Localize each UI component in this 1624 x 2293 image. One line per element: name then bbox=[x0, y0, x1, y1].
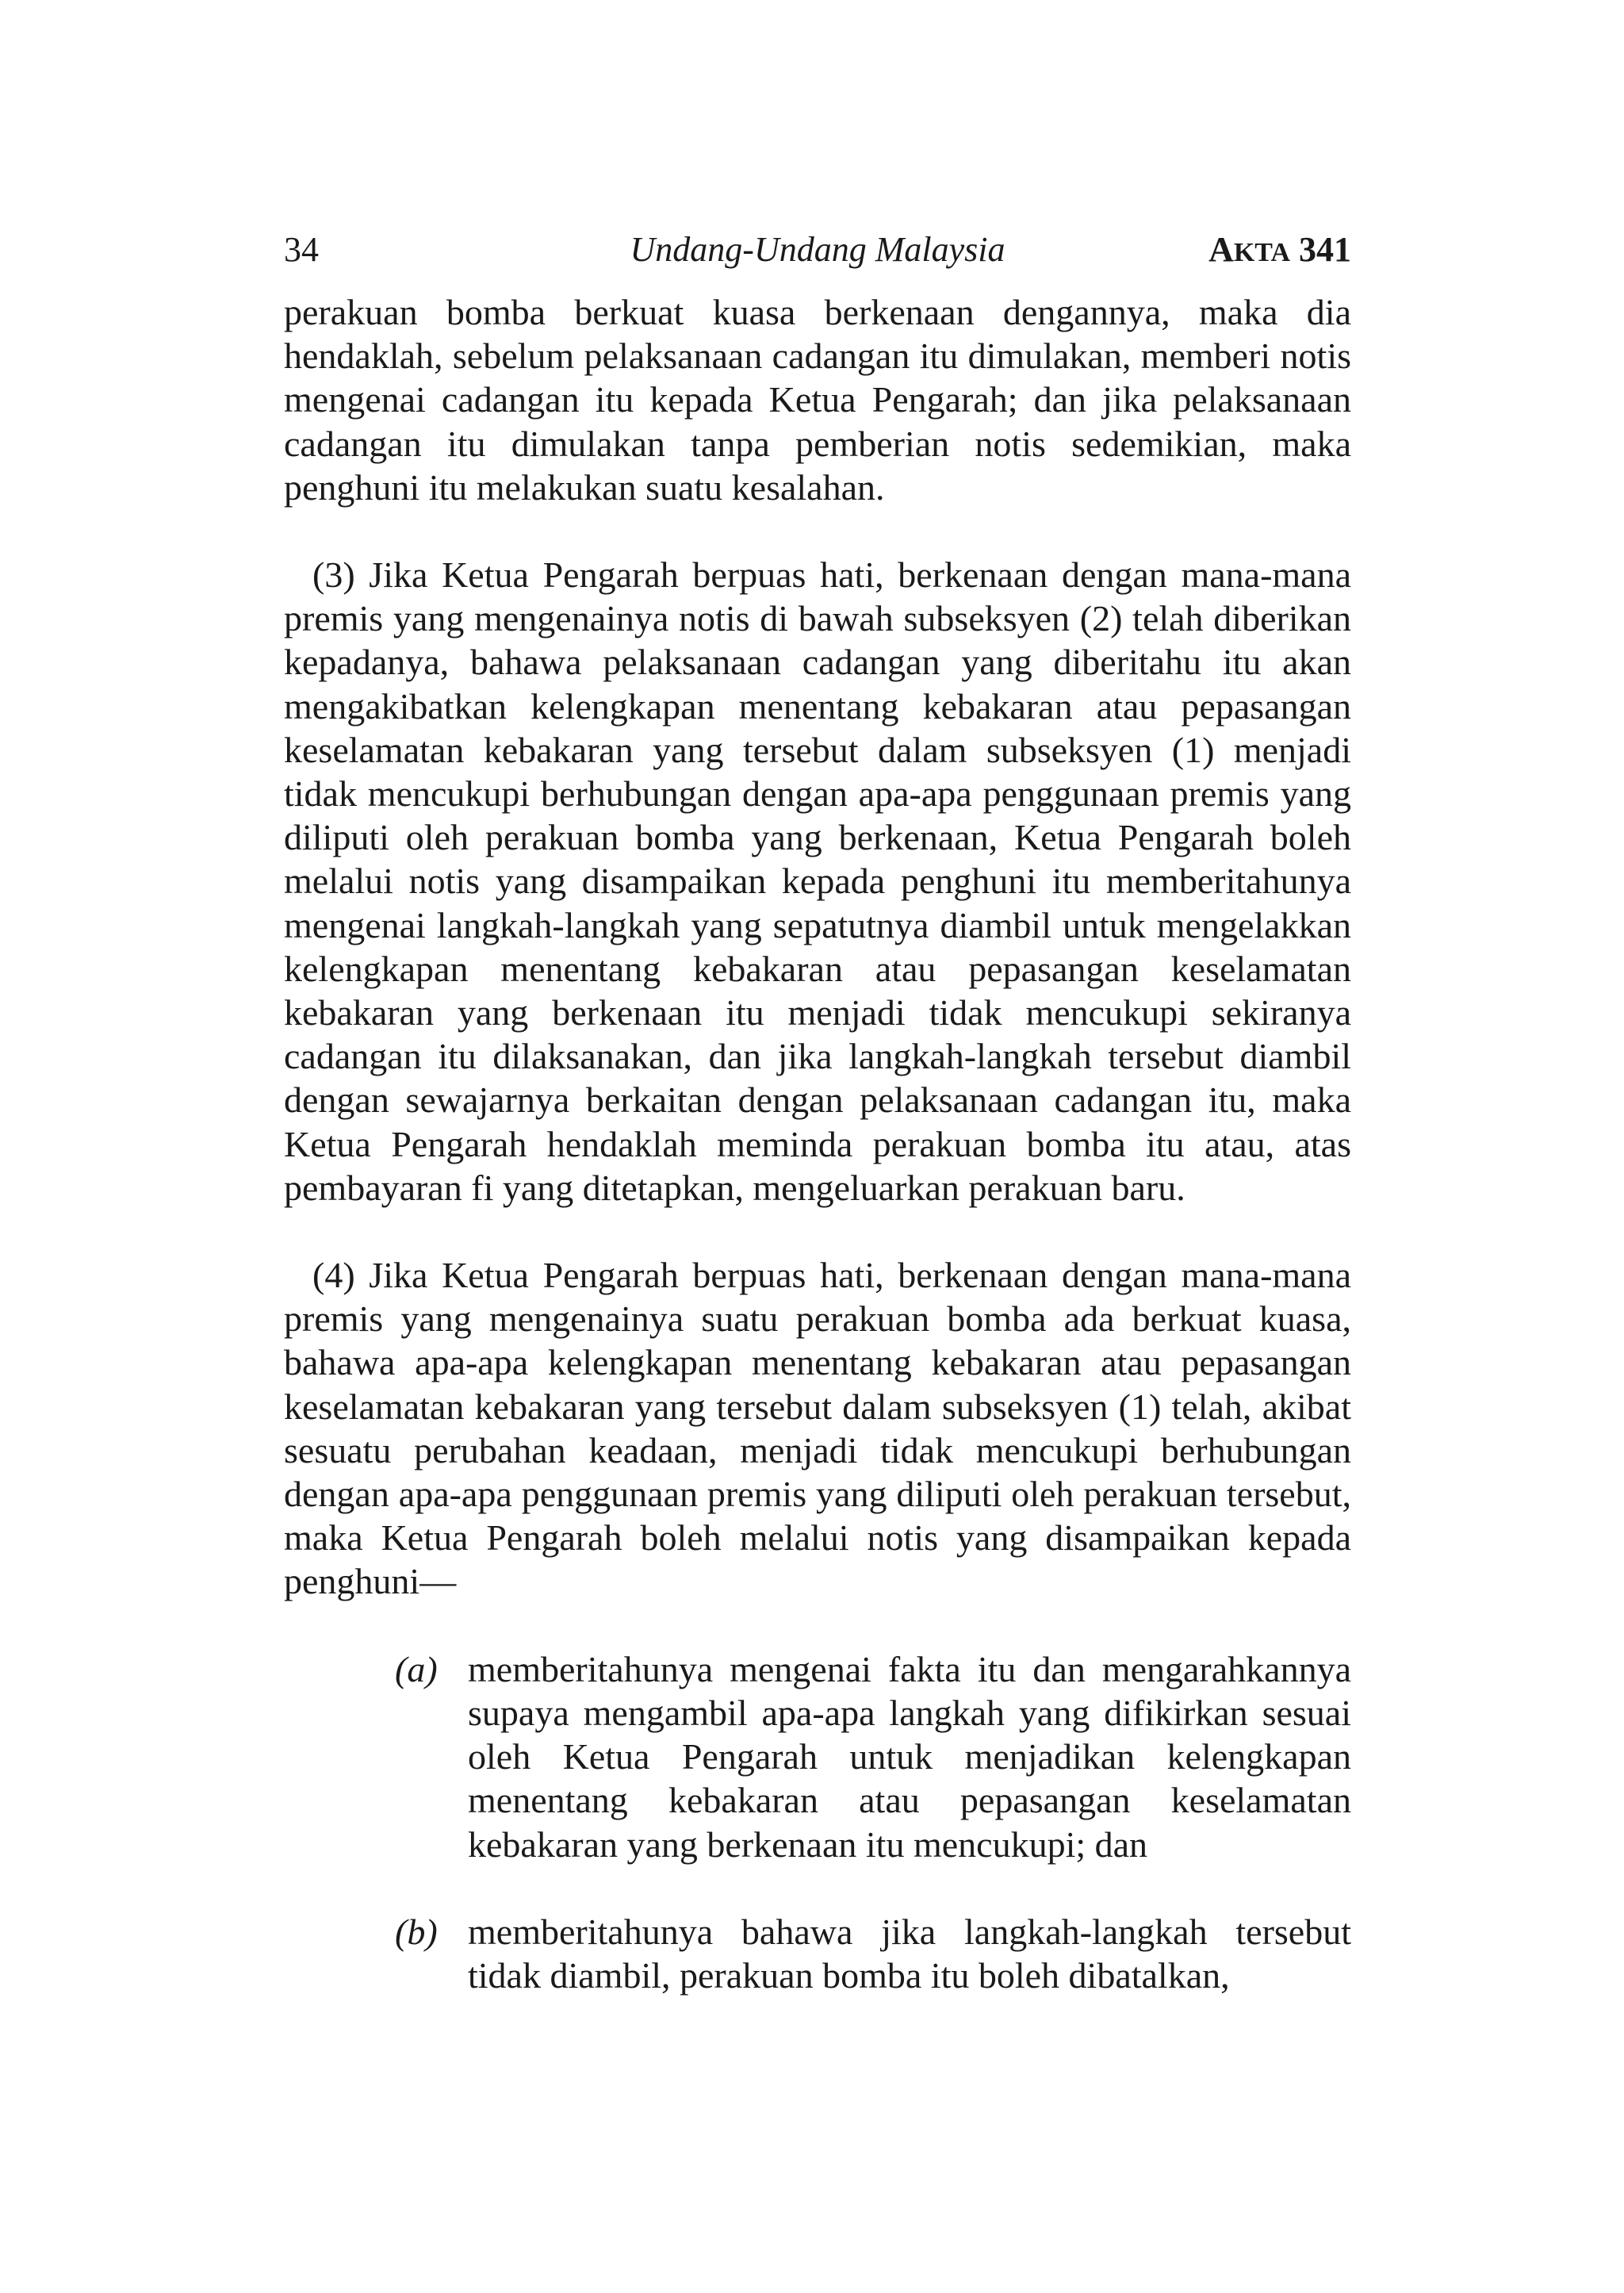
body-text bbox=[284, 290, 1351, 1997]
item-text: memberitahunya mengenai fakta itu dan mengarahkannya supaya mengambil apa-apa langkah yang difikirkan sesuai oleh Ketua Pengarah untuk menjadikan kelengkapan menentang kebakaran atau pepasangan keselamatan kebakaran yang berkenaan itu mencukupi; dan bbox=[468, 1648, 1351, 1865]
list-item-a bbox=[395, 1647, 1351, 1866]
running-title: Undang-Undang Malaysia bbox=[630, 230, 1005, 269]
paragraph-subsection-4: (4) Jika Ketua Pengarah berpuas hati, berkenaan dengan mana-mana premis yang mengenainya suatu perakuan bomba ada berkuat kuasa, bahawa apa-apa kelengkapan menentang kebakaran atau pepasangan keselamatan kebakaran yang tersebut dalam subseksyen (1) telah, akibat sesuatu perubahan keadaan, menjadi tidak mencukupi berhubungan dengan apa-apa penggunaan premis yang diliputi oleh perakuan tersebut, maka Ketua Pengarah boleh melalui notis yang disampaikan kepada penghuni— bbox=[284, 1255, 1351, 1602]
paragraph-continuation: perakuan bomba berkuat kuasa berkenaan dengannya, maka dia hendaklah, sebelum pelaksanaan cadangan itu dimulakan, memberi notis mengenai cadangan itu kepada Ketua Pengarah; dan jika pelaksanaan cadangan itu dimulakan tanpa pemberian notis sedemikian, maka penghuni itu melakukan suatu kesalahan. bbox=[284, 292, 1351, 508]
item-text: memberitahunya bahawa jika langkah-langkah tersebut tidak diambil, perakuan bomba itu boleh dibatalkan, bbox=[468, 1911, 1351, 1996]
act-number bbox=[1208, 222, 1351, 281]
act-number-value: 341 bbox=[1299, 230, 1351, 269]
list-item-b bbox=[395, 1910, 1351, 1997]
paragraph-subsection-3: (3) Jika Ketua Pengarah berpuas hati, berkenaan dengan mana-mana premis yang mengenainya notis di bawah subseksyen (2) telah diberikan kepadanya, bahawa pelaksanaan cadangan yang diberitahu itu akan mengakibatkan kelengkapan menentang kebakaran atau pepasangan keselamatan kebakaran yang tersebut dalam subseksyen (1) menjadi tidak mencukupi berhubungan dengan apa-apa penggunaan premis yang diliputi oleh perakuan bomba yang berkenaan, Ketua Pengarah boleh melalui notis yang disampaikan kepada penghuni itu memberitahunya mengenai langkah-langkah yang sepatutnya diambil untuk mengelakkan kelengkapan menentang kebakaran atau pepasangan keselamatan kebakaran yang berkenaan itu menjadi tidak mencukupi sekiranya cadangan itu dilaksanakan, dan jika langkah-langkah tersebut diambil dengan sewajarnya berkaitan dengan pelaksanaan cadangan itu, maka Ketua Pengarah hendaklah meminda perakuan bomba itu atau, atas pembayaran fi yang ditetapkan, mengeluarkan perakuan baru. bbox=[284, 554, 1351, 1208]
act-label-initial: A bbox=[1208, 230, 1234, 269]
item-label: (b) bbox=[395, 1911, 438, 1952]
document-page bbox=[284, 222, 1351, 1997]
item-label: (a) bbox=[395, 1648, 438, 1689]
page-header bbox=[284, 222, 1351, 278]
page-number: 34 bbox=[284, 230, 319, 269]
act-label-rest: KTA bbox=[1233, 238, 1290, 267]
